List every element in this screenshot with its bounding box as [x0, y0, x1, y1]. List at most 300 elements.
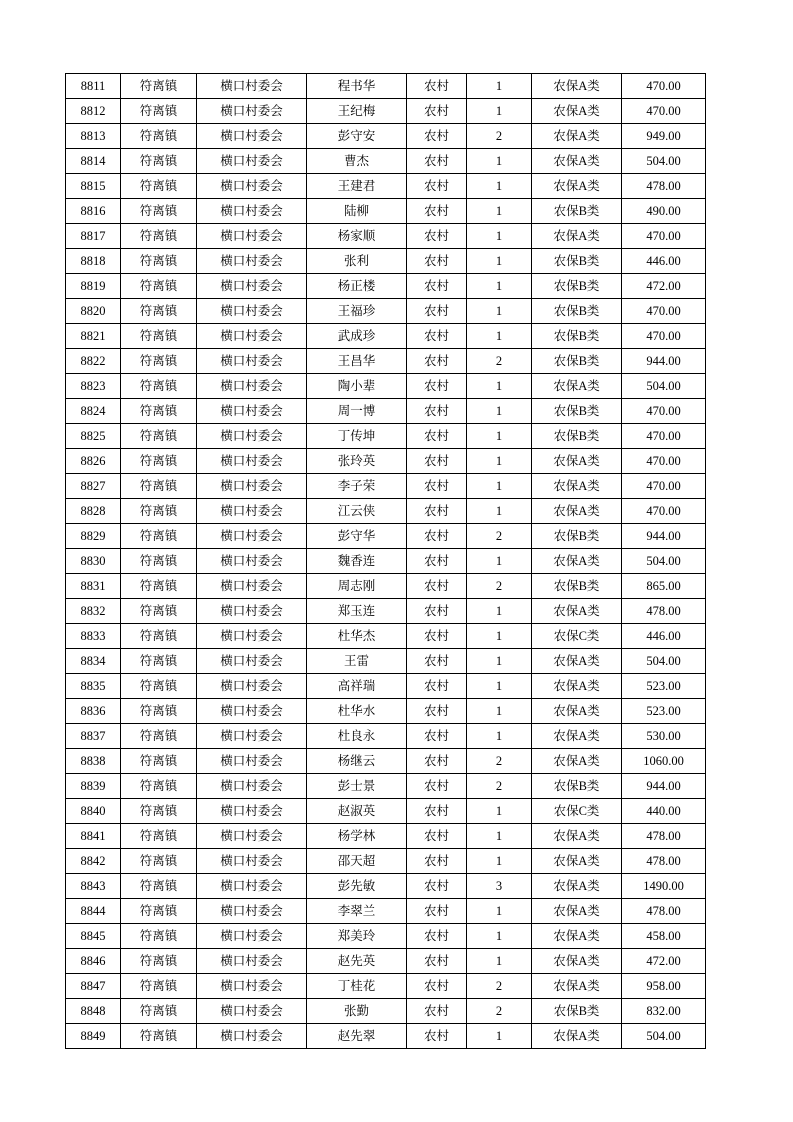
cell-residence_type: 农村	[407, 824, 467, 849]
cell-town: 符离镇	[121, 424, 197, 449]
cell-town: 符离镇	[121, 74, 197, 99]
cell-amount: 865.00	[622, 574, 706, 599]
cell-town: 符离镇	[121, 174, 197, 199]
cell-insurance_category: 农保B类	[532, 574, 622, 599]
cell-amount: 944.00	[622, 774, 706, 799]
table-row	[66, 449, 706, 474]
cell-town: 符离镇	[121, 949, 197, 974]
cell-town: 符离镇	[121, 674, 197, 699]
cell-village: 横口村委会	[197, 849, 307, 874]
cell-insurance_category: 农保B类	[532, 324, 622, 349]
cell-name: 杨家顺	[307, 224, 407, 249]
cell-id: 8821	[66, 324, 121, 349]
cell-town: 符离镇	[121, 199, 197, 224]
cell-residence_type: 农村	[407, 649, 467, 674]
cell-town: 符离镇	[121, 499, 197, 524]
cell-village: 横口村委会	[197, 324, 307, 349]
cell-insurance_category: 农保A类	[532, 899, 622, 924]
cell-village: 横口村委会	[197, 424, 307, 449]
cell-insurance_category: 农保C类	[532, 624, 622, 649]
cell-insurance_category: 农保A类	[532, 649, 622, 674]
cell-person_count: 1	[467, 249, 532, 274]
table-row	[66, 349, 706, 374]
cell-insurance_category: 农保A类	[532, 224, 622, 249]
cell-id: 8820	[66, 299, 121, 324]
cell-name: 杨学林	[307, 824, 407, 849]
cell-town: 符离镇	[121, 549, 197, 574]
cell-town: 符离镇	[121, 149, 197, 174]
table-row	[66, 249, 706, 274]
cell-amount: 470.00	[622, 449, 706, 474]
cell-residence_type: 农村	[407, 199, 467, 224]
cell-village: 横口村委会	[197, 74, 307, 99]
cell-village: 横口村委会	[197, 124, 307, 149]
cell-village: 横口村委会	[197, 674, 307, 699]
cell-insurance_category: 农保B类	[532, 299, 622, 324]
cell-residence_type: 农村	[407, 274, 467, 299]
cell-town: 符离镇	[121, 524, 197, 549]
cell-id: 8823	[66, 374, 121, 399]
table-row	[66, 949, 706, 974]
cell-amount: 478.00	[622, 824, 706, 849]
cell-id: 8813	[66, 124, 121, 149]
cell-residence_type: 农村	[407, 974, 467, 999]
cell-insurance_category: 农保A类	[532, 724, 622, 749]
cell-amount: 478.00	[622, 174, 706, 199]
cell-village: 横口村委会	[197, 874, 307, 899]
cell-village: 横口村委会	[197, 749, 307, 774]
cell-person_count: 1	[467, 274, 532, 299]
cell-person_count: 1	[467, 649, 532, 674]
cell-id: 8830	[66, 549, 121, 574]
cell-town: 符离镇	[121, 874, 197, 899]
cell-name: 郑美玲	[307, 924, 407, 949]
table-row	[66, 399, 706, 424]
cell-name: 周志刚	[307, 574, 407, 599]
cell-village: 横口村委会	[197, 624, 307, 649]
table-row	[66, 174, 706, 199]
cell-name: 彭守安	[307, 124, 407, 149]
table-row	[66, 524, 706, 549]
cell-village: 横口村委会	[197, 724, 307, 749]
cell-person_count: 1	[467, 899, 532, 924]
cell-village: 横口村委会	[197, 474, 307, 499]
cell-residence_type: 农村	[407, 699, 467, 724]
cell-id: 8827	[66, 474, 121, 499]
cell-town: 符离镇	[121, 799, 197, 824]
cell-name: 周一博	[307, 399, 407, 424]
cell-id: 8812	[66, 99, 121, 124]
table-row	[66, 74, 706, 99]
payment-table	[65, 73, 706, 1049]
cell-person_count: 2	[467, 349, 532, 374]
cell-residence_type: 农村	[407, 99, 467, 124]
cell-residence_type: 农村	[407, 249, 467, 274]
cell-town: 符离镇	[121, 374, 197, 399]
cell-name: 王建君	[307, 174, 407, 199]
cell-id: 8824	[66, 399, 121, 424]
cell-amount: 504.00	[622, 1024, 706, 1049]
cell-person_count: 1	[467, 199, 532, 224]
cell-id: 8834	[66, 649, 121, 674]
cell-amount: 490.00	[622, 199, 706, 224]
cell-amount: 470.00	[622, 74, 706, 99]
cell-person_count: 1	[467, 699, 532, 724]
cell-id: 8837	[66, 724, 121, 749]
cell-person_count: 1	[467, 624, 532, 649]
cell-insurance_category: 农保B类	[532, 774, 622, 799]
table-row	[66, 799, 706, 824]
cell-person_count: 1	[467, 724, 532, 749]
cell-residence_type: 农村	[407, 499, 467, 524]
cell-village: 横口村委会	[197, 524, 307, 549]
cell-insurance_category: 农保A类	[532, 124, 622, 149]
table-row	[66, 474, 706, 499]
cell-amount: 470.00	[622, 299, 706, 324]
cell-name: 李翠兰	[307, 899, 407, 924]
cell-residence_type: 农村	[407, 424, 467, 449]
cell-amount: 470.00	[622, 324, 706, 349]
cell-person_count: 1	[467, 474, 532, 499]
cell-id: 8844	[66, 899, 121, 924]
cell-name: 杨正楼	[307, 274, 407, 299]
cell-name: 杜华水	[307, 699, 407, 724]
cell-id: 8846	[66, 949, 121, 974]
cell-town: 符离镇	[121, 749, 197, 774]
cell-id: 8840	[66, 799, 121, 824]
cell-town: 符离镇	[121, 349, 197, 374]
cell-residence_type: 农村	[407, 399, 467, 424]
cell-amount: 523.00	[622, 699, 706, 724]
table-row	[66, 774, 706, 799]
cell-town: 符离镇	[121, 924, 197, 949]
cell-insurance_category: 农保A类	[532, 974, 622, 999]
cell-person_count: 1	[467, 674, 532, 699]
cell-person_count: 1	[467, 824, 532, 849]
cell-name: 杨继云	[307, 749, 407, 774]
cell-name: 郑玉连	[307, 599, 407, 624]
cell-village: 横口村委会	[197, 99, 307, 124]
cell-insurance_category: 农保A类	[532, 374, 622, 399]
cell-residence_type: 农村	[407, 874, 467, 899]
table-row	[66, 974, 706, 999]
cell-name: 魏香连	[307, 549, 407, 574]
cell-id: 8843	[66, 874, 121, 899]
cell-village: 横口村委会	[197, 299, 307, 324]
cell-name: 张玲英	[307, 449, 407, 474]
cell-name: 王雷	[307, 649, 407, 674]
cell-residence_type: 农村	[407, 449, 467, 474]
cell-amount: 504.00	[622, 374, 706, 399]
cell-person_count: 1	[467, 449, 532, 474]
cell-residence_type: 农村	[407, 749, 467, 774]
cell-residence_type: 农村	[407, 674, 467, 699]
cell-amount: 1060.00	[622, 749, 706, 774]
cell-amount: 458.00	[622, 924, 706, 949]
cell-residence_type: 农村	[407, 899, 467, 924]
cell-amount: 504.00	[622, 549, 706, 574]
cell-amount: 1490.00	[622, 874, 706, 899]
cell-insurance_category: 农保A类	[532, 699, 622, 724]
cell-residence_type: 农村	[407, 549, 467, 574]
cell-person_count: 1	[467, 849, 532, 874]
cell-amount: 944.00	[622, 349, 706, 374]
cell-village: 横口村委会	[197, 349, 307, 374]
cell-village: 横口村委会	[197, 449, 307, 474]
cell-amount: 470.00	[622, 99, 706, 124]
cell-name: 赵先英	[307, 949, 407, 974]
cell-person_count: 1	[467, 549, 532, 574]
cell-name: 武成珍	[307, 324, 407, 349]
cell-id: 8811	[66, 74, 121, 99]
cell-village: 横口村委会	[197, 574, 307, 599]
cell-residence_type: 农村	[407, 574, 467, 599]
cell-name: 丁传坤	[307, 424, 407, 449]
cell-person_count: 2	[467, 574, 532, 599]
cell-insurance_category: 农保A类	[532, 549, 622, 574]
cell-insurance_category: 农保A类	[532, 599, 622, 624]
cell-residence_type: 农村	[407, 474, 467, 499]
cell-town: 符离镇	[121, 449, 197, 474]
cell-village: 横口村委会	[197, 924, 307, 949]
cell-residence_type: 农村	[407, 624, 467, 649]
cell-insurance_category: 农保A类	[532, 499, 622, 524]
table-row	[66, 499, 706, 524]
cell-person_count: 2	[467, 124, 532, 149]
cell-village: 横口村委会	[197, 599, 307, 624]
table-row	[66, 624, 706, 649]
cell-id: 8849	[66, 1024, 121, 1049]
cell-person_count: 2	[467, 999, 532, 1024]
cell-id: 8814	[66, 149, 121, 174]
cell-insurance_category: 农保A类	[532, 924, 622, 949]
cell-town: 符离镇	[121, 699, 197, 724]
cell-insurance_category: 农保A类	[532, 749, 622, 774]
cell-amount: 472.00	[622, 274, 706, 299]
cell-insurance_category: 农保A类	[532, 949, 622, 974]
cell-person_count: 1	[467, 149, 532, 174]
cell-name: 邵天超	[307, 849, 407, 874]
cell-id: 8828	[66, 499, 121, 524]
cell-name: 张利	[307, 249, 407, 274]
table-row	[66, 874, 706, 899]
cell-residence_type: 农村	[407, 799, 467, 824]
cell-id: 8833	[66, 624, 121, 649]
cell-village: 横口村委会	[197, 549, 307, 574]
cell-residence_type: 农村	[407, 849, 467, 874]
cell-id: 8848	[66, 999, 121, 1024]
cell-amount: 472.00	[622, 949, 706, 974]
cell-person_count: 1	[467, 374, 532, 399]
table-row	[66, 424, 706, 449]
table-row	[66, 749, 706, 774]
cell-name: 赵先翠	[307, 1024, 407, 1049]
cell-residence_type: 农村	[407, 1024, 467, 1049]
cell-insurance_category: 农保A类	[532, 174, 622, 199]
cell-insurance_category: 农保B类	[532, 524, 622, 549]
table-row	[66, 1024, 706, 1049]
cell-name: 曹杰	[307, 149, 407, 174]
cell-village: 横口村委会	[197, 149, 307, 174]
cell-village: 横口村委会	[197, 649, 307, 674]
cell-town: 符离镇	[121, 724, 197, 749]
cell-town: 符离镇	[121, 124, 197, 149]
cell-name: 王昌华	[307, 349, 407, 374]
cell-village: 横口村委会	[197, 999, 307, 1024]
cell-insurance_category: 农保B类	[532, 199, 622, 224]
cell-insurance_category: 农保C类	[532, 799, 622, 824]
cell-residence_type: 农村	[407, 999, 467, 1024]
cell-village: 横口村委会	[197, 274, 307, 299]
cell-id: 8842	[66, 849, 121, 874]
cell-amount: 944.00	[622, 524, 706, 549]
cell-name: 张勤	[307, 999, 407, 1024]
cell-village: 横口村委会	[197, 374, 307, 399]
cell-village: 横口村委会	[197, 774, 307, 799]
cell-residence_type: 农村	[407, 149, 467, 174]
cell-residence_type: 农村	[407, 949, 467, 974]
cell-town: 符离镇	[121, 824, 197, 849]
cell-person_count: 1	[467, 399, 532, 424]
cell-person_count: 1	[467, 324, 532, 349]
cell-name: 彭先敏	[307, 874, 407, 899]
cell-residence_type: 农村	[407, 299, 467, 324]
table-row	[66, 124, 706, 149]
cell-amount: 832.00	[622, 999, 706, 1024]
cell-person_count: 1	[467, 1024, 532, 1049]
table-row	[66, 724, 706, 749]
cell-village: 横口村委会	[197, 1024, 307, 1049]
cell-insurance_category: 农保A类	[532, 474, 622, 499]
cell-amount: 504.00	[622, 149, 706, 174]
cell-name: 彭守华	[307, 524, 407, 549]
cell-person_count: 2	[467, 774, 532, 799]
cell-name: 王福珍	[307, 299, 407, 324]
cell-amount: 470.00	[622, 424, 706, 449]
cell-id: 8845	[66, 924, 121, 949]
table-row	[66, 699, 706, 724]
cell-amount: 958.00	[622, 974, 706, 999]
cell-amount: 523.00	[622, 674, 706, 699]
cell-village: 横口村委会	[197, 699, 307, 724]
cell-person_count: 2	[467, 974, 532, 999]
cell-person_count: 1	[467, 499, 532, 524]
cell-town: 符离镇	[121, 324, 197, 349]
cell-residence_type: 农村	[407, 724, 467, 749]
cell-insurance_category: 农保B类	[532, 249, 622, 274]
cell-village: 横口村委会	[197, 249, 307, 274]
cell-village: 横口村委会	[197, 824, 307, 849]
cell-amount: 504.00	[622, 649, 706, 674]
cell-town: 符离镇	[121, 624, 197, 649]
cell-id: 8818	[66, 249, 121, 274]
table-row	[66, 924, 706, 949]
table-row	[66, 824, 706, 849]
table-row	[66, 374, 706, 399]
cell-insurance_category: 农保A类	[532, 824, 622, 849]
cell-person_count: 1	[467, 174, 532, 199]
cell-town: 符离镇	[121, 249, 197, 274]
cell-residence_type: 农村	[407, 524, 467, 549]
cell-insurance_category: 农保B类	[532, 424, 622, 449]
cell-id: 8831	[66, 574, 121, 599]
cell-name: 江云侠	[307, 499, 407, 524]
cell-amount: 446.00	[622, 624, 706, 649]
cell-residence_type: 农村	[407, 374, 467, 399]
cell-id: 8815	[66, 174, 121, 199]
cell-amount: 478.00	[622, 599, 706, 624]
table-row	[66, 899, 706, 924]
cell-name: 彭士景	[307, 774, 407, 799]
cell-id: 8835	[66, 674, 121, 699]
table-row	[66, 849, 706, 874]
cell-insurance_category: 农保A类	[532, 849, 622, 874]
table-row	[66, 674, 706, 699]
cell-town: 符离镇	[121, 974, 197, 999]
table-row	[66, 574, 706, 599]
cell-id: 8817	[66, 224, 121, 249]
cell-residence_type: 农村	[407, 599, 467, 624]
cell-name: 赵淑英	[307, 799, 407, 824]
cell-id: 8826	[66, 449, 121, 474]
cell-town: 符离镇	[121, 899, 197, 924]
cell-id: 8838	[66, 749, 121, 774]
cell-person_count: 3	[467, 874, 532, 899]
cell-insurance_category: 农保B类	[532, 999, 622, 1024]
cell-person_count: 1	[467, 799, 532, 824]
table-row	[66, 224, 706, 249]
cell-name: 杜良永	[307, 724, 407, 749]
cell-name: 陶小辈	[307, 374, 407, 399]
cell-town: 符离镇	[121, 399, 197, 424]
cell-name: 杜华杰	[307, 624, 407, 649]
cell-person_count: 1	[467, 224, 532, 249]
cell-residence_type: 农村	[407, 324, 467, 349]
table-row	[66, 99, 706, 124]
cell-residence_type: 农村	[407, 124, 467, 149]
cell-name: 王纪梅	[307, 99, 407, 124]
cell-insurance_category: 农保A类	[532, 74, 622, 99]
table-row	[66, 599, 706, 624]
cell-town: 符离镇	[121, 999, 197, 1024]
cell-insurance_category: 农保A类	[532, 99, 622, 124]
cell-town: 符离镇	[121, 274, 197, 299]
cell-name: 程书华	[307, 74, 407, 99]
cell-person_count: 1	[467, 99, 532, 124]
cell-insurance_category: 农保B类	[532, 399, 622, 424]
cell-town: 符离镇	[121, 99, 197, 124]
table-row	[66, 999, 706, 1024]
cell-id: 8847	[66, 974, 121, 999]
cell-insurance_category: 农保A类	[532, 449, 622, 474]
cell-id: 8816	[66, 199, 121, 224]
cell-insurance_category: 农保B类	[532, 349, 622, 374]
cell-amount: 530.00	[622, 724, 706, 749]
cell-town: 符离镇	[121, 474, 197, 499]
cell-person_count: 1	[467, 599, 532, 624]
cell-insurance_category: 农保A类	[532, 1024, 622, 1049]
cell-village: 横口村委会	[197, 399, 307, 424]
cell-id: 8829	[66, 524, 121, 549]
cell-amount: 470.00	[622, 474, 706, 499]
cell-insurance_category: 农保A类	[532, 874, 622, 899]
cell-village: 横口村委会	[197, 899, 307, 924]
cell-town: 符离镇	[121, 599, 197, 624]
cell-amount: 446.00	[622, 249, 706, 274]
table-row	[66, 324, 706, 349]
cell-town: 符离镇	[121, 774, 197, 799]
cell-person_count: 1	[467, 424, 532, 449]
